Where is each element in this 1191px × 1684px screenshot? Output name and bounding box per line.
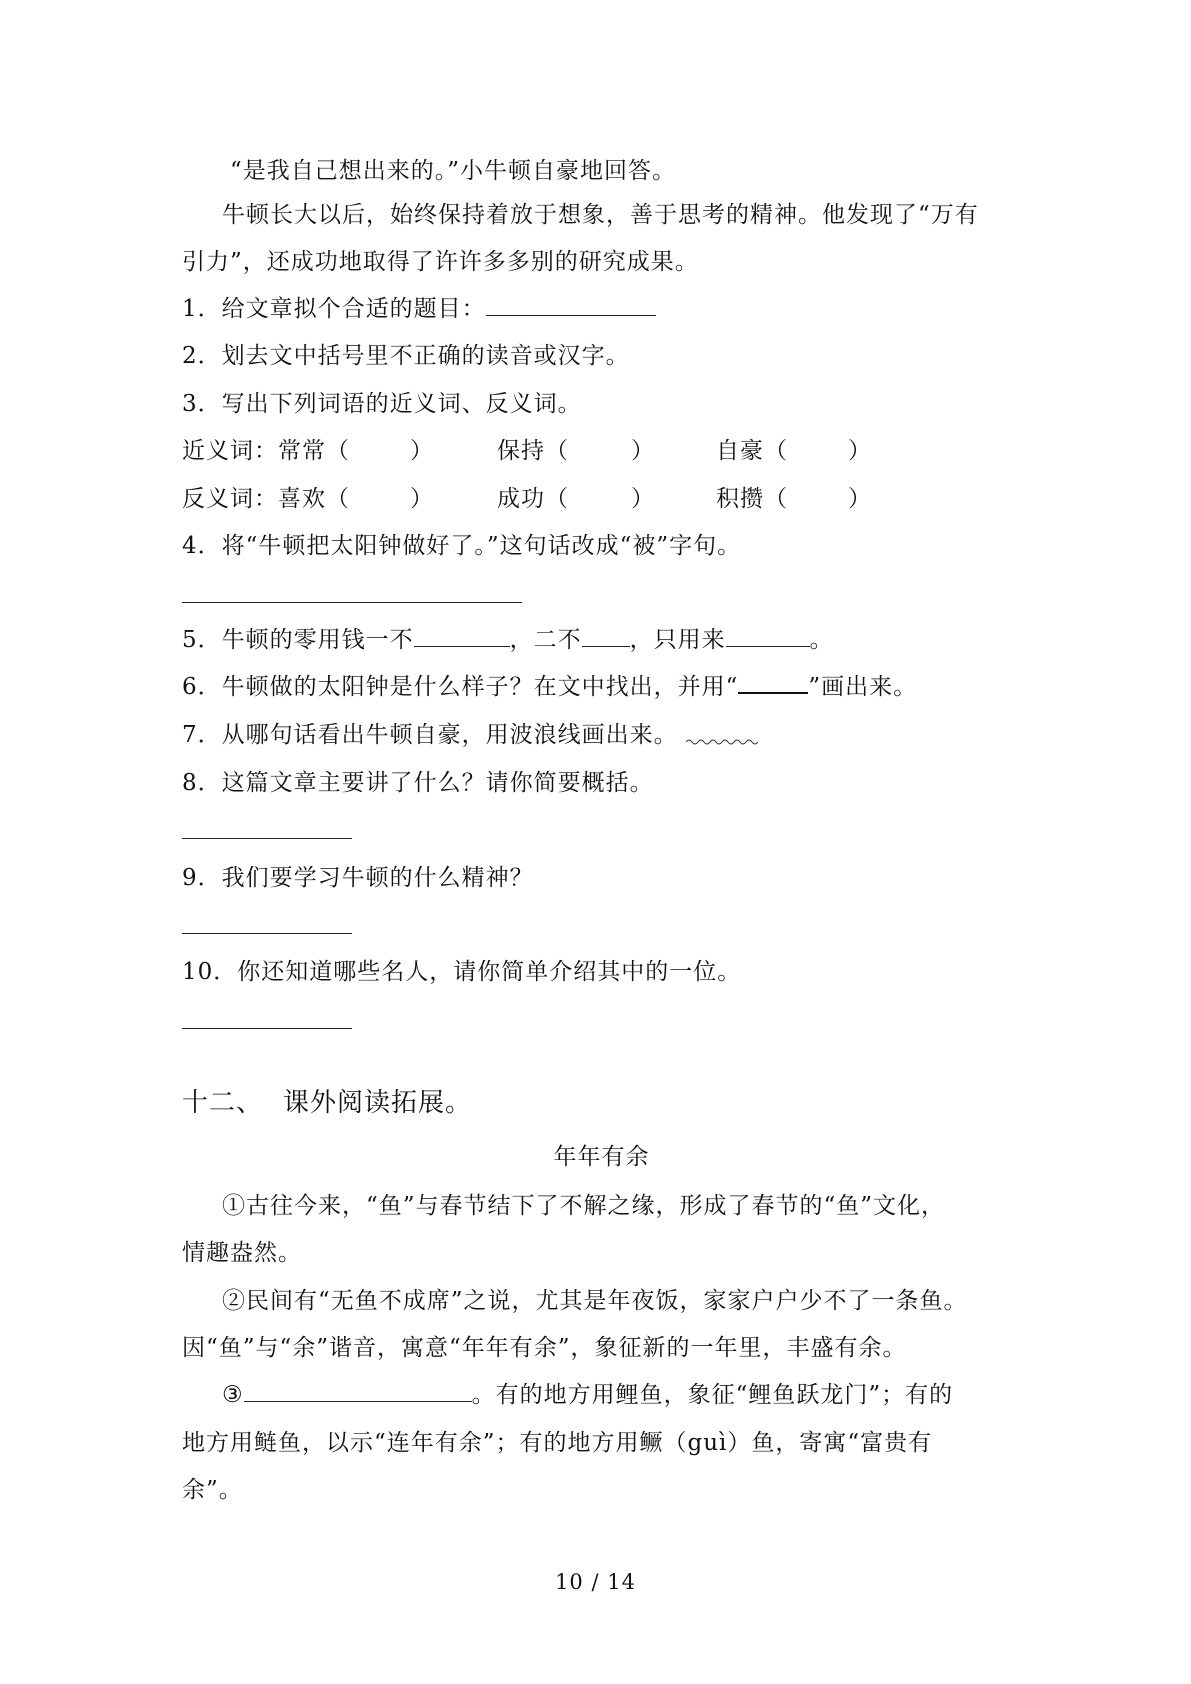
paragraph-2-line-1: ②民间有“无鱼不成席”之说，尤其是年夜饭，家家户户少不了一条鱼。 — [222, 1288, 968, 1314]
question-3: 3．写出下列词语的近义词、反义词。 — [182, 391, 582, 417]
antonym-item-1: 喜欢（ ） — [278, 486, 434, 512]
question-9: 9．我们要学习牛顿的什么精神？ — [182, 865, 534, 891]
question-1 — [182, 294, 656, 324]
paragraph-3-line-2: 地方用鲢鱼，以示“连年有余”；有的地方用鳜（guì）鱼，寄寓“富贵有 — [182, 1430, 933, 1456]
question-2: 2．划去文中括号里不正确的读音或汉字。 — [182, 343, 630, 369]
antonyms-label: 反义词： — [182, 486, 278, 512]
paragraph-1-line-2: 情趣盎然。 — [182, 1240, 302, 1266]
answer-blank[interactable] — [582, 626, 630, 647]
question-10: 10．你还知道哪些名人，请你简单介绍其中的一位。 — [182, 959, 742, 985]
antonym-item-3: 积攒（ ） — [716, 486, 872, 512]
answer-blank[interactable] — [244, 1381, 472, 1402]
straight-line-symbol — [738, 672, 808, 694]
question-1-text: 1．给文章拟个合适的题目： — [182, 296, 486, 322]
question-8: 8．这篇文章主要讲了什么？请你简要概括。 — [182, 770, 654, 796]
page-number: 10 / 14 — [555, 1570, 636, 1594]
answer-blank[interactable] — [486, 295, 656, 316]
passage-line-2: 牛顿长大以后，始终保持着放于想象，善于思考的精神。他发现了“万有 — [222, 202, 979, 228]
answer-line-q10[interactable] — [182, 1028, 352, 1029]
synonym-item-3: 自豪（ ） — [716, 438, 872, 464]
synonym-item-1: 常常（ ） — [278, 438, 434, 464]
paragraph-1-line-1: ①古往今来，“鱼”与春节结下了不解之缘，形成了春节的“鱼”文化， — [222, 1193, 946, 1219]
answer-line-q4[interactable] — [182, 602, 522, 603]
answer-blank[interactable] — [726, 626, 810, 647]
question-6: 6．牛顿做的太阳钟是什么样子？在文中找出，并用“ ”画出来。 — [182, 674, 918, 700]
antonyms-row — [182, 484, 278, 514]
article-title: 年年有余 — [553, 1144, 650, 1170]
answer-line-q8[interactable] — [182, 838, 352, 839]
question-7: 7．从哪句话看出牛顿自豪，用波浪线画出来。 — [182, 720, 758, 750]
section-number: 十二、 — [182, 1088, 264, 1118]
paragraph-2-line-2: 因“鱼”与“余”谐音，寓意“年年有余”，象征新的一年里，丰盛有余。 — [182, 1335, 907, 1361]
answer-line-q9[interactable] — [182, 933, 352, 934]
question-4: 4．将“牛顿把太阳钟做好了。”这句话改成“被”字句。 — [182, 533, 742, 559]
section-title: 课外阅读拓展。 — [283, 1088, 473, 1118]
paragraph-3-line-1: ③ 。有的地方用鲤鱼，象征“鲤鱼跃龙门”；有的 — [222, 1382, 954, 1408]
question-5: 5．牛顿的零用钱一不 ，二不 ，只用来 。 — [182, 627, 834, 653]
synonyms-label: 近义词： — [182, 438, 278, 464]
antonym-item-2: 成功（ ） — [497, 486, 655, 512]
synonym-item-2: 保持（ ） — [497, 438, 655, 464]
passage-line-3: 引力”，还成功地取得了许许多多别的研究成果。 — [182, 249, 699, 275]
synonyms-row — [182, 436, 278, 466]
paragraph-3-line-3: 余”。 — [182, 1477, 243, 1503]
answer-blank[interactable] — [414, 626, 510, 647]
wavy-line-symbol — [686, 734, 758, 746]
passage-line-1: “是我自己想出来的。”小牛顿自豪地回答。 — [230, 158, 677, 184]
section-heading — [182, 1086, 472, 1120]
